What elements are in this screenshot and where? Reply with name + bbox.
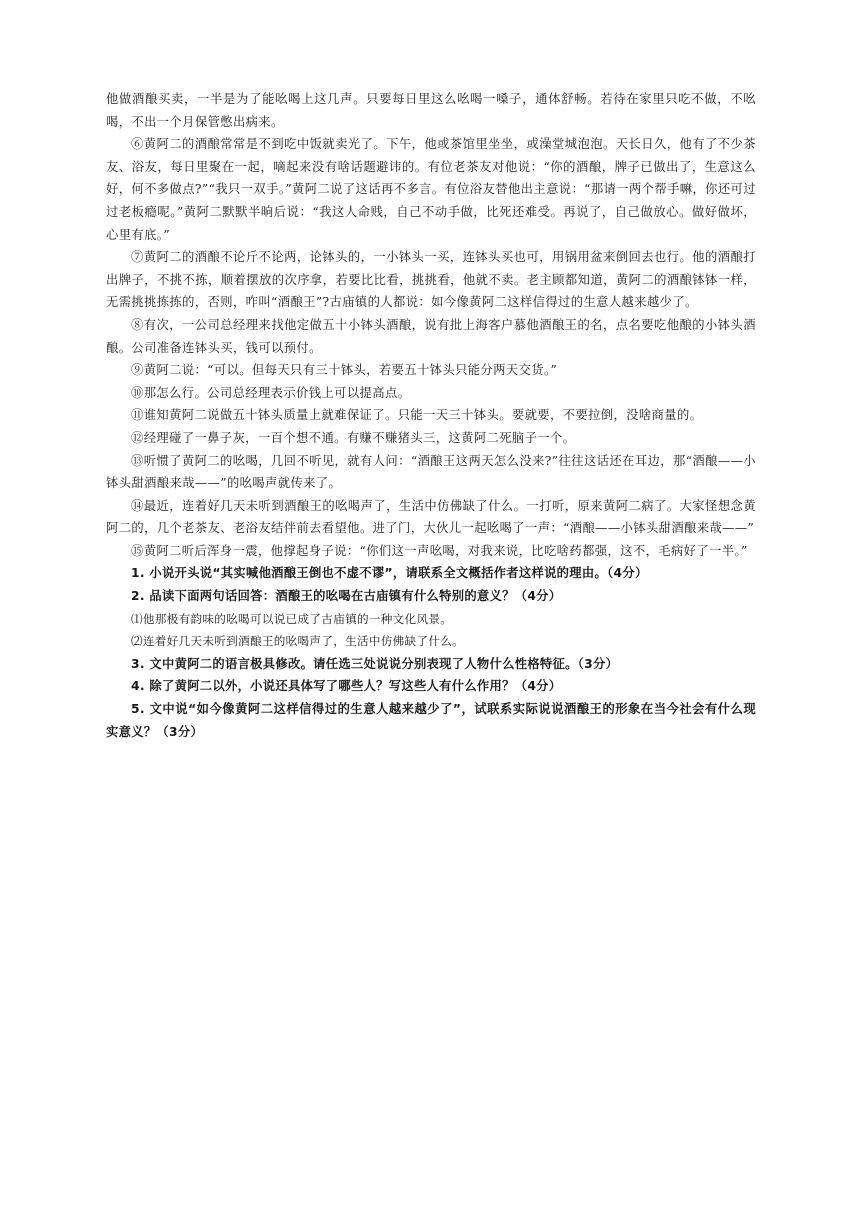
- question-2-sentence-2: ⑵连着好几天未听到酒酿王的吆喝声了，生活中仿佛缺了什么。: [131, 634, 465, 649]
- story-paragraph-p8: ⑧有次，一公司总经理来找他定做五十小钵头酒酿，说有批上海客户慕他酒酿王的名，点名要吃他酿的小钵头酒酿。公司准备连钵头买，钱可以预付。: [106, 317, 756, 355]
- story-paragraph-p9: ⑨黄阿二说：“可以。但每天只有三十钵头，若要五十钵头只能分两天交货。”: [131, 363, 558, 378]
- story-paragraph-p12: ⑫经理碰了一鼻子灰，一百个想不通。有赚不赚猪头三，这黄阿二死脑子一个。: [131, 430, 576, 445]
- story-paragraph-p11: ⑪谁知黄阿二说做五十钵头质量上就难保证了。只能一天三十钵头。要就要，不要拉倒，没啥商量的。: [131, 408, 703, 423]
- question-2-sentence-1: ⑴他那极有韵味的吆喝可以说已成了古庙镇的一种文化风景。: [131, 611, 453, 626]
- question-5: 5. 文中说“如今像黄阿二这样信得过的生意人越来越少了”，试联系实际说说酒酿王的形象在当今社会有什么现实意义？（3分）: [106, 702, 756, 739]
- story-paragraph-p15: ⑮黄阿二听后浑身一震，他撑起身子说：“你们这一声吆喝，对我来说，比吃啥药都强，这不，毛病好了一半。”: [131, 543, 748, 558]
- story-paragraph-p6: ⑥黄阿二的酒酿常常是不到吃中饭就卖光了。下午，他或茶馆里坐坐，或澡堂城泡泡。天长日久，他有了不少茶友、浴友，每日里聚在一起，嘀起来没有啥话题避讳的。有位老茶友对他说：“你的酒酿，牌子已做出了，生意这么好，何不多做点?”“我只一双手。”黄阿二说了这话再不多言。有位浴友替他出主意说：“那请一两个帮手嘛，你还可过过老板瘾呢。”黄阿二默默半晌后说：“我这人命贱，自己不动手做，比死还难受。再说了，自己做放心。做好做坏，心里有底。”: [106, 137, 756, 242]
- question-3: 3. 文中黄阿二的语言极具修改。请任选三处说说分别表现了人物什么性格特征。（3分）: [131, 656, 619, 671]
- question-4: 4. 除了黄阿二以外，小说还具体写了哪些人？写这些人有什么作用？（4分）: [131, 679, 562, 694]
- question-2: 2. 品读下面两句话回答：酒酿王的吆喝在古庙镇有什么特别的意义？（4分）: [131, 589, 562, 604]
- story-paragraph-p13: ⑬听惯了黄阿二的吆喝，几回不听见，就有人问：“酒酿王这两天怎么没来?”往往这话还在耳边，那“酒酿——小钵头甜酒酿来哉——”的吆喝声就传来了。: [106, 453, 756, 491]
- story-text: [106, 88, 756, 562]
- question-1: 1. 小说开头说“其实喊他酒酿王倒也不虚不谬”，请联系全文概括作者这样说的理由。（4分）: [131, 566, 648, 581]
- story-paragraph-p10: ⑩那怎么行。公司总经理表示价钱上可以提高点。: [131, 385, 411, 400]
- document-page: [106, 88, 756, 743]
- story-paragraph-p7: ⑦黄阿二的酒酿不论斤不论两，论钵头的，一小钵头一买，连钵头买也可，用锅用盆来倒回去也行。他的酒酿打出牌子，不挑不拣，顺着摆放的次序拿，若要比比看，挑挑看，他就不卖。老主顾都知道，黄阿二的酒酿钵钵一样，无需挑挑拣拣的，否则，咋叫“酒酿王”?古庙镇的人都说：如今像黄阿二这样信得过的生意人越来越少了。: [106, 250, 756, 310]
- story-paragraph-p5-cont: 他做酒酿买卖，一半是为了能吆喝上这几声。只要每日里这么吆喝一嗓子，通体舒畅。若待在家里只吃不做，不吆喝，不出一个月保管憋出病来。: [106, 92, 756, 129]
- story-paragraph-p14: ⑭最近，连着好几天未听到酒酿王的吆喝声了，生活中仿佛缺了什么。一打听，原来黄阿二病了。大家怪想念黄阿二的，几个老茶友、老浴友结伴前去看望他。进了门，大伙儿一起吆喝了一声：“酒酿——小钵头甜酒酿来哉——”: [106, 498, 756, 536]
